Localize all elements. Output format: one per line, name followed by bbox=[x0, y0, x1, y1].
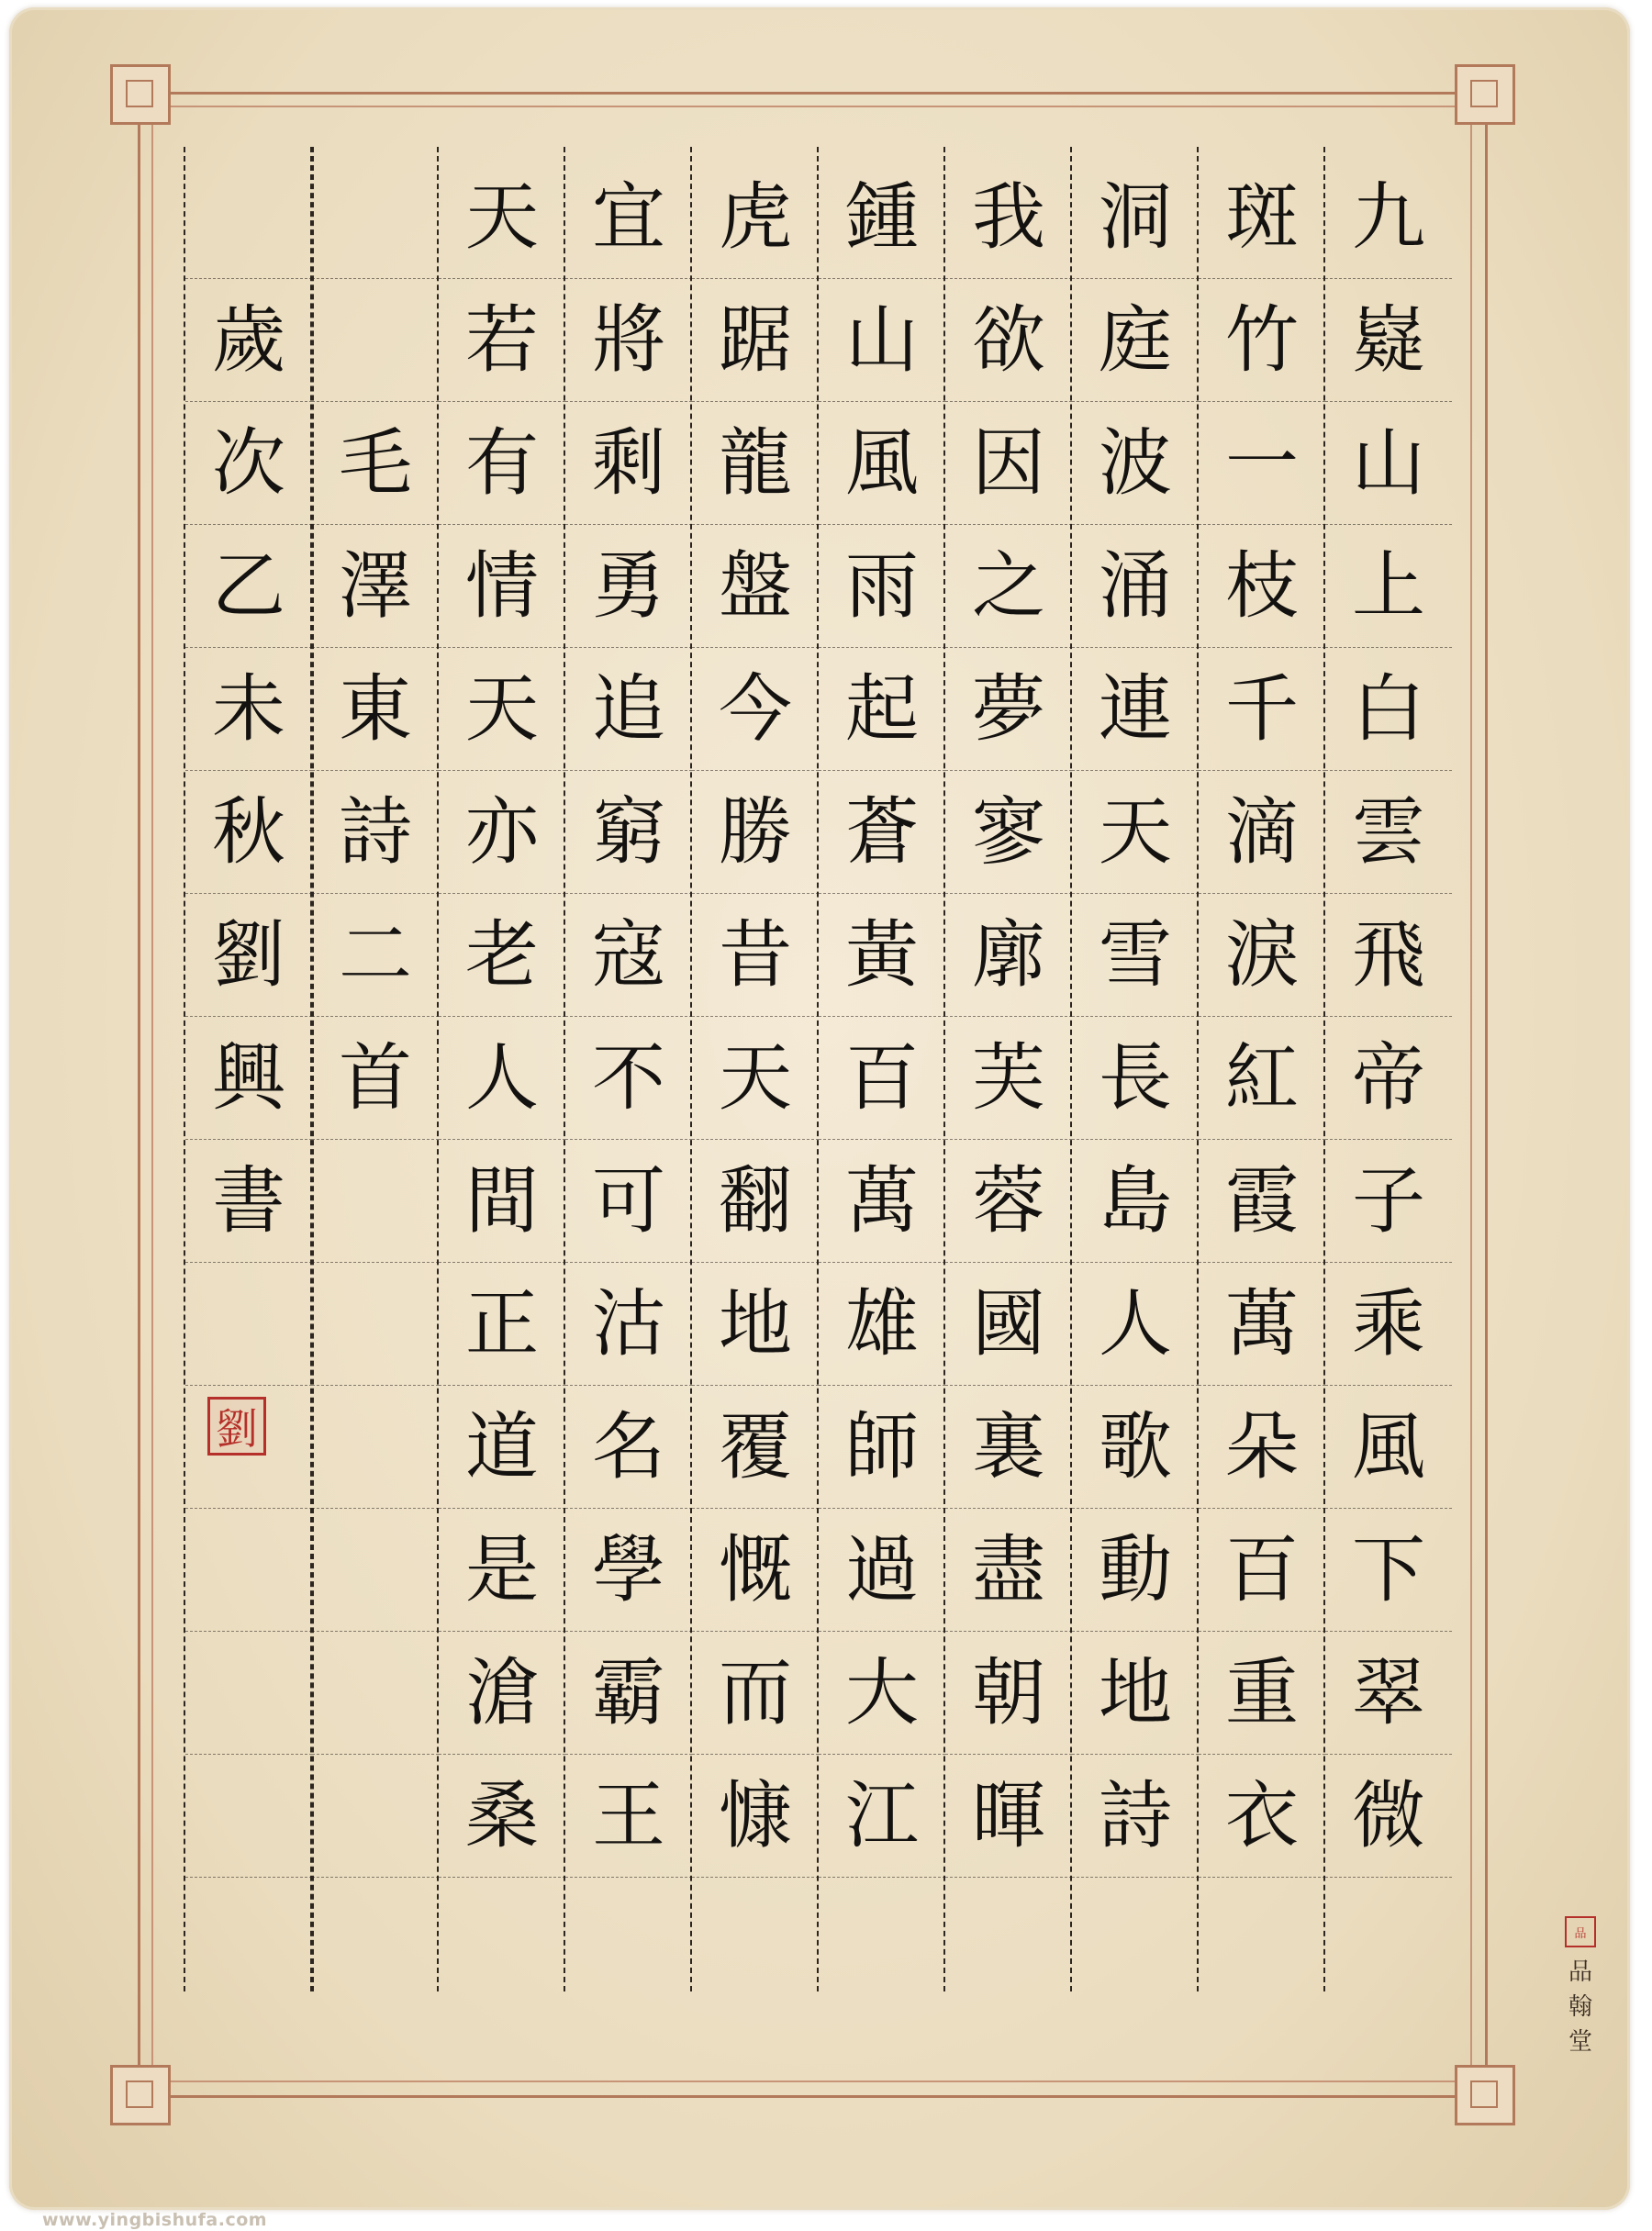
calligraphy-character: 乙 bbox=[212, 543, 285, 629]
calligraphy-character: 天 bbox=[465, 174, 539, 260]
calligraphy-character: 桑 bbox=[465, 1773, 539, 1858]
text-column bbox=[437, 147, 565, 1991]
calligraphy-character: 勝 bbox=[719, 789, 792, 875]
calligraphy-character: 若 bbox=[465, 297, 539, 383]
calligraphy-character: 百 bbox=[845, 1035, 919, 1121]
calligraphy-character: 學 bbox=[592, 1527, 665, 1612]
text-column bbox=[817, 147, 945, 1991]
calligraphy-character: 雄 bbox=[845, 1281, 919, 1366]
calligraphy-character: 盡 bbox=[972, 1527, 1045, 1612]
calligraphy-character: 二 bbox=[339, 912, 412, 998]
calligraphy-character: 帝 bbox=[1352, 1035, 1425, 1121]
calligraphy-character: 人 bbox=[1099, 1281, 1172, 1366]
calligraphy-character: 蓉 bbox=[972, 1158, 1045, 1244]
calligraphy-character: 夢 bbox=[972, 666, 1045, 752]
calligraphy-character: 人 bbox=[465, 1035, 539, 1121]
writing-grid bbox=[184, 147, 1450, 1991]
calligraphy-character: 昔 bbox=[719, 912, 792, 998]
calligraphy-character bbox=[312, 279, 439, 402]
text-column bbox=[1197, 147, 1325, 1991]
calligraphy-character: 霞 bbox=[1225, 1158, 1299, 1244]
calligraphy-character: 盤 bbox=[719, 543, 792, 629]
calligraphy-character: 劉 bbox=[212, 912, 285, 998]
calligraphy-character bbox=[185, 156, 312, 279]
calligraphy-character: 寥 bbox=[972, 789, 1045, 875]
calligraphy-character: 黃 bbox=[845, 912, 919, 998]
calligraphy-character: 萬 bbox=[845, 1158, 919, 1244]
calligraphy-character: 朝 bbox=[972, 1650, 1045, 1735]
calligraphy-character bbox=[312, 1509, 439, 1632]
calligraphy-character: 子 bbox=[1352, 1158, 1425, 1244]
calligraphy-character bbox=[312, 1263, 439, 1386]
calligraphy-character: 不 bbox=[592, 1035, 665, 1121]
calligraphy-character: 天 bbox=[465, 666, 539, 752]
calligraphy-character: 雲 bbox=[1352, 789, 1425, 875]
calligraphy-character: 勇 bbox=[592, 543, 665, 629]
calligraphy-character: 斑 bbox=[1225, 174, 1299, 260]
studio-name-char: 品 bbox=[1568, 1958, 1592, 1986]
calligraphy-character: 我 bbox=[972, 174, 1045, 260]
calligraphy-character: 師 bbox=[845, 1404, 919, 1489]
calligraphy-character: 朵 bbox=[1225, 1404, 1299, 1489]
calligraphy-character: 正 bbox=[465, 1281, 539, 1366]
calligraphy-character: 將 bbox=[592, 297, 665, 383]
calligraphy-character: 次 bbox=[212, 420, 285, 506]
studio-name-char: 翰 bbox=[1568, 1993, 1592, 2021]
artist-seal: 劉 bbox=[207, 1397, 266, 1456]
studio-name bbox=[1565, 1955, 1596, 2059]
calligraphy-character: 風 bbox=[1352, 1404, 1425, 1489]
calligraphy-character: 詩 bbox=[1099, 1773, 1172, 1858]
calligraphy-character: 江 bbox=[845, 1773, 919, 1858]
calligraphy-character: 翠 bbox=[1352, 1650, 1425, 1735]
calligraphy-character: 首 bbox=[339, 1035, 412, 1121]
calligraphy-character: 澤 bbox=[339, 543, 412, 629]
calligraphy-character: 微 bbox=[1352, 1773, 1425, 1858]
calligraphy-character: 千 bbox=[1225, 666, 1299, 752]
calligraphy-character: 毛 bbox=[339, 420, 412, 506]
calligraphy-character: 一 bbox=[1225, 420, 1299, 506]
calligraphy-character: 竹 bbox=[1225, 297, 1299, 383]
calligraphy-character: 之 bbox=[972, 543, 1045, 629]
frame-corner-ornament-icon bbox=[110, 64, 171, 125]
calligraphy-character: 天 bbox=[1099, 789, 1172, 875]
calligraphy-character: 歲 bbox=[212, 297, 285, 383]
calligraphy-character: 間 bbox=[465, 1158, 539, 1244]
calligraphy-character bbox=[312, 1140, 439, 1263]
frame-corner-ornament-icon bbox=[1455, 2065, 1515, 2125]
text-column bbox=[310, 147, 439, 1991]
text-column bbox=[943, 147, 1072, 1991]
calligraphy-character: 枝 bbox=[1225, 543, 1299, 629]
calligraphy-character bbox=[312, 1755, 439, 1878]
calligraphy-character: 滴 bbox=[1225, 789, 1299, 875]
calligraphy-character: 起 bbox=[845, 666, 919, 752]
calligraphy-character: 洞 bbox=[1099, 174, 1172, 260]
calligraphy-character: 龍 bbox=[719, 420, 792, 506]
calligraphy-character: 山 bbox=[845, 297, 919, 383]
calligraphy-character: 蒼 bbox=[845, 789, 919, 875]
calligraphy-character: 沽 bbox=[592, 1281, 665, 1366]
calligraphy-character: 波 bbox=[1099, 420, 1172, 506]
calligraphy-character: 大 bbox=[845, 1650, 919, 1735]
calligraphy-character bbox=[312, 156, 439, 279]
calligraphy-character: 下 bbox=[1352, 1527, 1425, 1612]
studio-name-char: 堂 bbox=[1568, 2028, 1592, 2056]
calligraphy-character: 東 bbox=[339, 666, 412, 752]
calligraphy-character: 乘 bbox=[1352, 1281, 1425, 1366]
calligraphy-character: 地 bbox=[1099, 1650, 1172, 1735]
calligraphy-character: 歌 bbox=[1099, 1404, 1172, 1489]
calligraphy-character: 翻 bbox=[719, 1158, 792, 1244]
calligraphy-character: 王 bbox=[592, 1773, 665, 1858]
calligraphy-character: 今 bbox=[719, 666, 792, 752]
calligraphy-character: 秋 bbox=[212, 789, 285, 875]
calligraphy-character: 窮 bbox=[592, 789, 665, 875]
calligraphy-character: 虎 bbox=[719, 174, 792, 260]
calligraphy-character: 紅 bbox=[1225, 1035, 1299, 1121]
text-column bbox=[1070, 147, 1199, 1991]
studio-seal: 品 bbox=[1565, 1916, 1596, 1947]
calligraphy-character: 淚 bbox=[1225, 912, 1299, 998]
calligraphy-character: 裏 bbox=[972, 1404, 1045, 1489]
calligraphy-character: 名 bbox=[592, 1404, 665, 1489]
calligraphy-character: 剩 bbox=[592, 420, 665, 506]
calligraphy-character: 宜 bbox=[592, 174, 665, 260]
calligraphy-character: 霸 bbox=[592, 1650, 665, 1735]
calligraphy-character: 覆 bbox=[719, 1404, 792, 1489]
calligraphy-character: 過 bbox=[845, 1527, 919, 1612]
calligraphy-character: 慨 bbox=[719, 1527, 792, 1612]
calligraphy-character: 鍾 bbox=[845, 174, 919, 260]
calligraphy-character: 萬 bbox=[1225, 1281, 1299, 1366]
calligraphy-character bbox=[185, 1509, 312, 1632]
calligraphy-character: 未 bbox=[212, 666, 285, 752]
calligraphy-character: 情 bbox=[465, 543, 539, 629]
frame-corner-ornament-icon bbox=[110, 2065, 171, 2125]
calligraphy-character: 風 bbox=[845, 420, 919, 506]
watermark: www.yingbishufa.com bbox=[42, 2210, 268, 2230]
calligraphy-character: 欲 bbox=[972, 297, 1045, 383]
calligraphy-character bbox=[185, 1755, 312, 1878]
calligraphy-character: 衣 bbox=[1225, 1773, 1299, 1858]
calligraphy-character: 島 bbox=[1099, 1158, 1172, 1244]
calligraphy-character: 庭 bbox=[1099, 297, 1172, 383]
calligraphy-character: 動 bbox=[1099, 1527, 1172, 1612]
calligraphy-character: 追 bbox=[592, 666, 665, 752]
calligraphy-character: 而 bbox=[719, 1650, 792, 1735]
calligraphy-character: 亦 bbox=[465, 789, 539, 875]
calligraphy-character: 涌 bbox=[1099, 543, 1172, 629]
calligraphy-character: 寇 bbox=[592, 912, 665, 998]
calligraphy-character: 天 bbox=[719, 1035, 792, 1121]
calligraphy-character: 雨 bbox=[845, 543, 919, 629]
calligraphy-character: 長 bbox=[1099, 1035, 1172, 1121]
calligraphy-character: 地 bbox=[719, 1281, 792, 1366]
calligraphy-character: 廓 bbox=[972, 912, 1045, 998]
calligraphy-character: 芙 bbox=[972, 1035, 1045, 1121]
calligraphy-character: 山 bbox=[1352, 420, 1425, 506]
calligraphy-character: 上 bbox=[1352, 543, 1425, 629]
calligraphy-character bbox=[185, 1263, 312, 1386]
calligraphy-character bbox=[312, 1632, 439, 1755]
text-column bbox=[690, 147, 819, 1991]
calligraphy-character: 因 bbox=[972, 420, 1045, 506]
calligraphy-character: 是 bbox=[465, 1527, 539, 1612]
calligraphy-character: 飛 bbox=[1352, 912, 1425, 998]
calligraphy-character: 嶷 bbox=[1352, 297, 1425, 383]
calligraphy-character: 國 bbox=[972, 1281, 1045, 1366]
calligraphy-character: 書 bbox=[212, 1158, 285, 1244]
calligraphy-character: 白 bbox=[1352, 666, 1425, 752]
calligraphy-character: 詩 bbox=[339, 789, 412, 875]
calligraphy-character: 道 bbox=[465, 1404, 539, 1489]
calligraphy-character bbox=[185, 1632, 312, 1755]
calligraphy-character: 連 bbox=[1099, 666, 1172, 752]
calligraphy-character: 慷 bbox=[719, 1773, 792, 1858]
text-column bbox=[1323, 147, 1452, 1991]
calligraphy-character: 重 bbox=[1225, 1650, 1299, 1735]
calligraphy-character: 踞 bbox=[719, 297, 792, 383]
frame-corner-ornament-icon bbox=[1455, 64, 1515, 125]
text-column bbox=[564, 147, 692, 1991]
calligraphy-character: 雪 bbox=[1099, 912, 1172, 998]
calligraphy-character: 可 bbox=[592, 1158, 665, 1244]
calligraphy-character: 暉 bbox=[972, 1773, 1045, 1858]
calligraphy-character bbox=[312, 1386, 439, 1509]
calligraphy-character: 百 bbox=[1225, 1527, 1299, 1612]
calligraphy-character: 九 bbox=[1352, 174, 1425, 260]
calligraphy-character: 有 bbox=[465, 420, 539, 506]
calligraphy-character: 興 bbox=[212, 1035, 285, 1121]
calligraphy-character: 老 bbox=[465, 912, 539, 998]
calligraphy-character: 滄 bbox=[465, 1650, 539, 1735]
text-column bbox=[184, 147, 314, 1991]
